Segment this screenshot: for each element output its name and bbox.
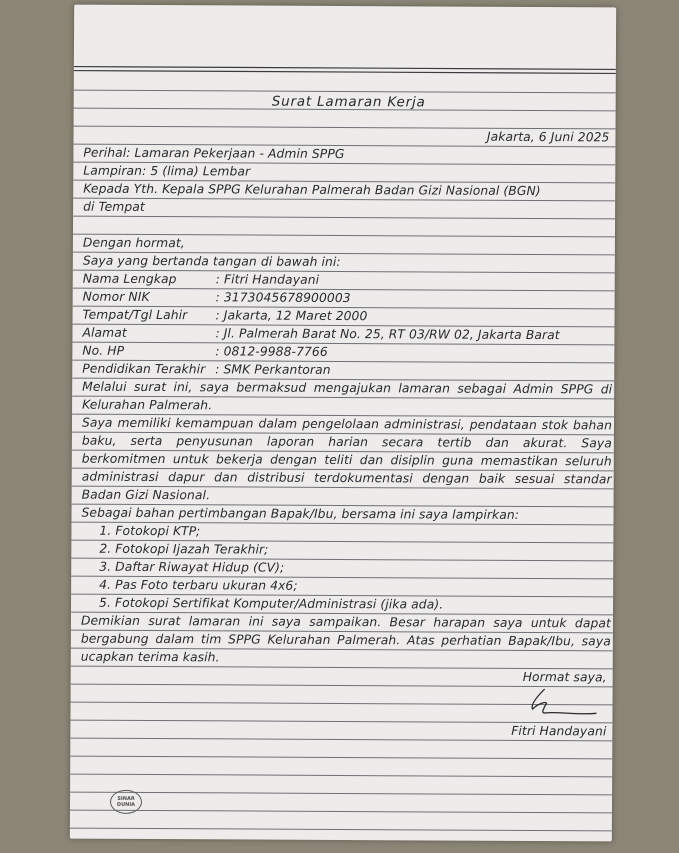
attachment-item: 2. Fotokopi Ijazah Terakhir;	[99, 541, 269, 557]
intro-line: Saya yang bertanda tangan di bawah ini:	[82, 253, 341, 269]
lampiran-line: Lampiran: 5 (lima) Lembar	[83, 163, 251, 179]
attachment-item: 4. Pas Foto terbaru ukuran 4x6;	[99, 577, 298, 593]
identity-label: Tempat/Tgl Lahir	[82, 307, 188, 323]
header-rule	[74, 67, 616, 70]
letter-date: Jakarta, 6 Juni 2025	[486, 129, 610, 145]
logo-text: SINAR DUNIA	[116, 795, 136, 808]
paragraph-line: Melalui surat ini, saya bermaksud mengajukan lamaran sebagai Admin SPPG di	[82, 379, 613, 397]
identity-value: : SMK Perkantoran	[215, 362, 331, 377]
paragraph-line: baku, serta penyusunan laporan harian secara tertib dan akurat. Saya	[81, 433, 612, 451]
paragraph-line: Saya memiliki kemampuan dalam pengelolaan administrasi, pendataan stok bahan	[81, 415, 613, 433]
ruled-line	[70, 828, 612, 831]
header-rule	[74, 71, 616, 74]
identity-value: : Jakarta, 12 Maret 2000	[215, 308, 368, 324]
identity-label: No. HP	[82, 343, 125, 358]
signature	[522, 683, 602, 719]
identity-value: : 0812-9988-7766	[215, 344, 328, 359]
ruled-line	[70, 792, 612, 795]
closing-line: Demikian surat lamaran ini saya sampaikan. Besar harapan saya untuk dapat	[80, 613, 611, 631]
identity-value: : 3173045678900003	[215, 290, 351, 306]
attachment-item: 3. Daftar Riwayat Hidup (CV);	[99, 559, 285, 575]
paragraph-line: Kelurahan Palmerah.	[82, 397, 213, 413]
identity-row	[83, 289, 613, 309]
identity-row	[83, 307, 613, 327]
recipient-place: di Tempat	[83, 199, 145, 214]
closing-line: bergabung dalam tim SPPG Kelurahan Palmerah. Atas perhatian Bapak/Ibu, saya	[80, 631, 611, 649]
attachment-item: 5. Fotokopi Sertifikat Komputer/Administrasi (jika ada).	[99, 595, 444, 612]
letter-paper	[70, 5, 616, 842]
paragraph-line: Badan Gizi Nasional.	[81, 487, 211, 503]
ruled-line	[70, 756, 612, 759]
ruled-line	[70, 774, 612, 777]
attachment-item: 1. Fotokopi KTP;	[99, 523, 201, 539]
paragraph-line: administrasi dapur dan distribusi terdokumentasi dengan baik sesuai standar	[81, 469, 612, 487]
signer-name: Fitri Handayani	[511, 723, 607, 739]
identity-label: Nama Lengkap	[82, 271, 177, 287]
identity-label: Pendidikan Terakhir	[82, 361, 206, 377]
closing-line: ucapkan terima kasih.	[80, 649, 220, 665]
identity-value: : Jl. Palmerah Barat No. 25, RT 03/RW 02, Jakarta Barat	[215, 326, 560, 343]
recipient-line: Kepada Yth. Kepala SPPG Kelurahan Palmerah Badan Gizi Nasional (BGN)	[83, 181, 541, 199]
identity-row	[83, 271, 613, 291]
identity-label: Nomor NIK	[82, 289, 150, 304]
identity-row	[82, 343, 612, 363]
identity-label: Alamat	[82, 325, 127, 340]
identity-row	[82, 325, 612, 345]
brand-logo	[110, 790, 142, 814]
ruled-line	[70, 810, 612, 813]
valediction: Hormat saya,	[522, 669, 607, 685]
paragraph-line: Sebagai bahan pertimbangan Bapak/Ibu, bersama ini saya lampirkan:	[81, 505, 520, 522]
paragraph-line: berkomitmen untuk bekerja dengan teliti dan disiplin guna memastikan seluruh	[81, 451, 612, 469]
identity-value: : Fitri Handayani	[215, 272, 320, 287]
identity-row	[82, 361, 612, 381]
letter-title: Surat Lamaran Kerja	[271, 93, 426, 111]
greeting: Dengan hormat,	[82, 235, 185, 251]
perihal-line: Perihal: Lamaran Pekerjaan - Admin SPPG	[83, 145, 345, 162]
